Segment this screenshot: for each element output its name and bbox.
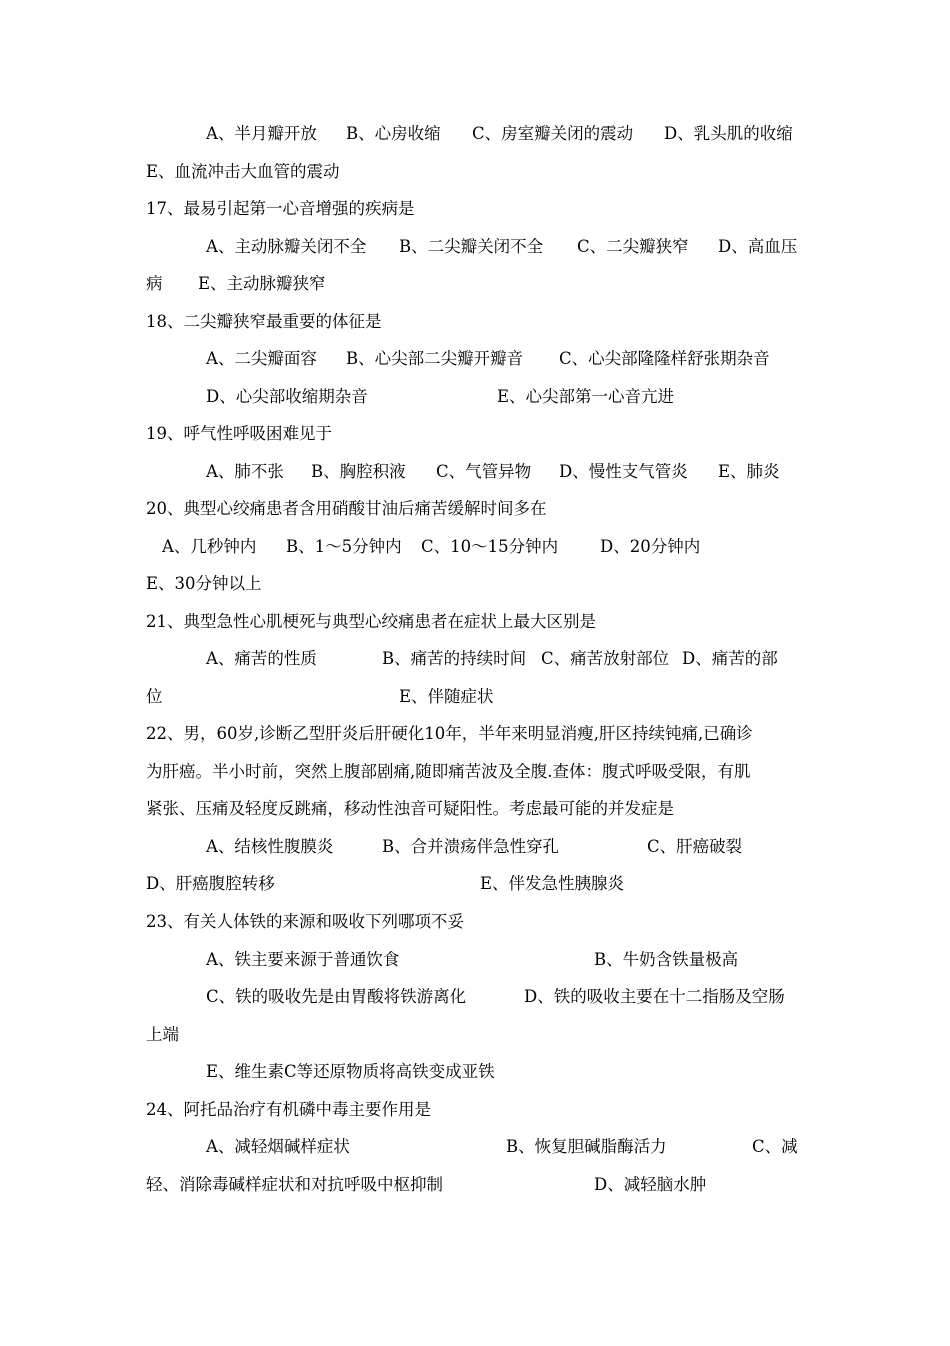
question-17: 17、最易引起第一心音增强的疾病是 [146, 199, 415, 218]
option-c-continuation: 轻、消除毒碱样症状和对抗呼吸中枢抑制 [146, 1175, 443, 1194]
line-q22-stem-2 [0, 757, 950, 787]
line-q16-option-e [0, 157, 950, 187]
line-q18-options-a-c [0, 344, 950, 374]
line-q19-options [0, 457, 950, 487]
option-b: B、心房收缩 [346, 124, 441, 143]
option-b: B、1～5分钟内 [286, 537, 402, 556]
line-q24-options-a-c [0, 1132, 950, 1162]
line-q20-option-e [0, 569, 950, 599]
option-a: A、二尖瓣面容 [206, 349, 317, 368]
option-e: E、主动脉瓣狭窄 [198, 274, 326, 293]
option-d-continuation: 位 [146, 687, 163, 706]
line-q23-stem [0, 907, 950, 937]
question-22-continued: 紧张、压痛及轻度反跳痛，移动性浊音可疑阳性。考虑最可能的并发症是 [146, 799, 674, 818]
line-q23-option-d-continued [0, 1020, 950, 1050]
option-e: E、血流冲击大血管的震动 [146, 162, 340, 181]
option-c: C、肝癌破裂 [647, 837, 743, 856]
line-q22-options-d-e [0, 869, 950, 899]
line-q21-stem [0, 607, 950, 637]
option-a: A、减轻烟碱样症状 [206, 1137, 350, 1156]
option-c: C、二尖瓣狭窄 [577, 237, 689, 256]
line-q24-stem [0, 1095, 950, 1125]
option-c: C、气管异物 [436, 462, 532, 481]
question-18: 18、二尖瓣狭窄最重要的体征是 [146, 312, 382, 331]
option-a: A、痛苦的性质 [206, 649, 317, 668]
option-b: B、心尖部二尖瓣开瓣音 [346, 349, 524, 368]
option-c: C、减 [752, 1137, 798, 1156]
option-a: A、半月瓣开放 [206, 124, 317, 143]
question-19: 19、呼气性呼吸困难见于 [146, 424, 332, 443]
line-q21-option-e [0, 682, 950, 712]
option-c: C、房室瓣关闭的震动 [472, 124, 634, 143]
question-21: 21、典型急性心肌梗死与典型心绞痛患者在症状上最大区别是 [146, 612, 596, 631]
question-22-continued: 为肝癌。半小时前，突然上腹部剧痛,随即痛苦波及全腹.查体：腹式呼吸受限，有肌 [146, 762, 751, 781]
line-q16-options-a-d [0, 119, 950, 149]
option-d: D、慢性支气管炎 [559, 462, 688, 481]
option-d: D、铁的吸收主要在十二指肠及空肠 [524, 987, 785, 1006]
option-a: A、铁主要来源于普通饮食 [206, 950, 400, 969]
option-b: B、胸腔积液 [311, 462, 406, 481]
line-q19-stem [0, 419, 950, 449]
option-d: D、20分钟内 [600, 537, 701, 556]
line-q18-stem [0, 307, 950, 337]
option-d: D、高血压 [718, 237, 798, 256]
option-a: A、肺不张 [206, 462, 284, 481]
line-q22-stem-3 [0, 794, 950, 824]
line-q20-stem [0, 494, 950, 524]
option-d: D、肝癌腹腔转移 [146, 874, 275, 893]
line-q17-options-a-d [0, 232, 950, 262]
option-e: E、30分钟以上 [146, 574, 262, 593]
option-c: C、心尖部隆隆样舒张期杂音 [559, 349, 770, 368]
question-23: 23、有关人体铁的来源和吸收下列哪项不妥 [146, 912, 464, 931]
option-a: A、主动脉瓣关闭不全 [206, 237, 367, 256]
line-q23-options-a-b [0, 945, 950, 975]
question-22: 22、男，60岁,诊断乙型肝炎后肝硬化10年，半年来明显消瘦,肝区持续钝痛,已确诊 [146, 724, 753, 743]
question-20: 20、典型心绞痛患者含用硝酸甘油后痛苦缓解时间多在 [146, 499, 547, 518]
option-d: D、心尖部收缩期杂音 [206, 387, 368, 406]
option-a: A、结核性腹膜炎 [206, 837, 334, 856]
line-q24-options-c-d [0, 1170, 950, 1200]
option-c: C、10～15分钟内 [421, 537, 559, 556]
line-q22-stem-1 [0, 719, 950, 749]
option-b: B、合并溃疡伴急性穿孔 [382, 837, 560, 856]
line-q17-option-e [0, 269, 950, 299]
option-b: B、牛奶含铁量极高 [594, 950, 739, 969]
line-q21-options-a-d [0, 644, 950, 674]
line-q22-options-a-c [0, 832, 950, 862]
line-q18-options-d-e [0, 382, 950, 412]
option-a: A、几秒钟内 [162, 537, 257, 556]
option-e: E、心尖部第一心音亢进 [497, 387, 675, 406]
option-d-continuation: 病 [146, 274, 163, 293]
option-e: E、维生素C等还原物质将高铁变成亚铁 [206, 1062, 495, 1081]
option-d-continuation: 上端 [146, 1025, 179, 1044]
option-d: D、痛苦的部 [682, 649, 778, 668]
option-b: B、恢复胆碱脂酶活力 [506, 1137, 667, 1156]
line-q17-stem [0, 194, 950, 224]
line-q23-option-e [0, 1057, 950, 1087]
line-q23-options-c-d [0, 982, 950, 1012]
option-e: E、肺炎 [718, 462, 780, 481]
option-d: D、减轻脑水肿 [594, 1175, 707, 1194]
option-b: B、痛苦的持续时间 [382, 649, 527, 668]
option-c: C、铁的吸收先是由胃酸将铁游离化 [206, 987, 467, 1006]
option-d: D、乳头肌的收缩 [664, 124, 793, 143]
option-e: E、伴随症状 [399, 687, 494, 706]
option-b: B、二尖瓣关闭不全 [399, 237, 544, 256]
option-c: C、痛苦放射部位 [541, 649, 670, 668]
option-e: E、伴发急性胰腺炎 [480, 874, 625, 893]
line-q20-options-a-d [0, 532, 950, 562]
question-24: 24、阿托品治疗有机磷中毒主要作用是 [146, 1100, 431, 1119]
